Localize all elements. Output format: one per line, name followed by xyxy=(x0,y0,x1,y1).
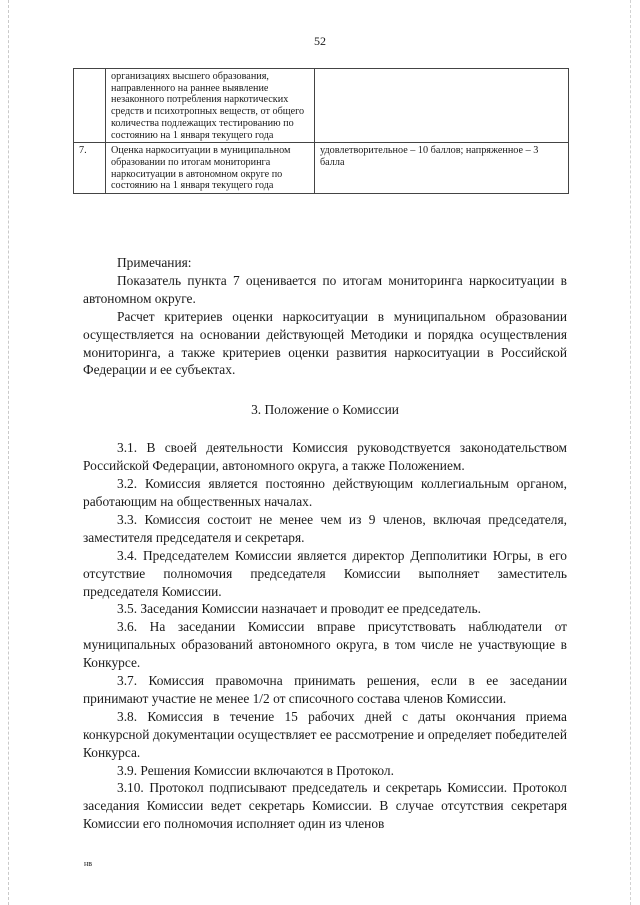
notes-heading: Примечания: xyxy=(117,255,192,270)
clause-paragraph: 3.7. Комиссия правомочна принимать решения, если в ее заседании принимают участие не менее 1/2 от списочного состава членов Комиссии. xyxy=(83,673,567,706)
row-number-cell xyxy=(74,69,106,143)
document-body xyxy=(83,254,567,833)
footer-initials: нв xyxy=(84,859,93,868)
page-number: 52 xyxy=(314,34,326,48)
clause-paragraph: 3.9. Решения Комиссии включаются в Протокол. xyxy=(117,762,394,778)
clause-paragraph: 3.8. Комиссия в течение 15 рабочих дней с даты окончания приема конкурсной документации осуществляет ее рассмотрение и определяет победителей Конкурса. xyxy=(83,708,567,760)
indicator-name-cell: организациях высшего образования, направленного на раннее выявление незаконного потребления наркотических средств и психотропных веществ, от общего количества подлежащих тестированию по состоянию на 1 января текущего года xyxy=(106,69,315,143)
notes-paragraph: Показатель пункта 7 оценивается по итогам мониторинга наркоситуации в автономном округе. xyxy=(83,272,567,306)
section-title: 3. Положение о Комиссии xyxy=(251,402,399,418)
clause-paragraph: 3.2. Комиссия является постоянно действующим коллегиальным органом, работающим на общественных началах. xyxy=(83,476,567,509)
indicator-name-cell: Оценка наркоситуации в муниципальном образовании по итогам мониторинга наркоситуации в автономном округе по состоянию на 1 января текущего года xyxy=(106,143,315,194)
clause-paragraph: 3.4. Председателем Комиссии является директор Депполитики Югры, в его отсутствие полномочия председателя Комиссии выполняет заместитель председателя Комиссии. xyxy=(83,547,567,599)
clause-paragraph: 3.10. Протокол подписывают председатель и секретарь Комиссии. Протокол заседания Комиссии ведет секретарь Комиссии. В случае отсутствия секретаря Комиссии его полномочия исполняет один из членов xyxy=(83,780,567,832)
clause-paragraph: 3.1. В своей деятельности Комиссия руководствуется законодательством Российской Федерации, автономного округа, а также Положением. xyxy=(83,440,567,474)
row-number-cell: 7. xyxy=(74,143,106,194)
scan-edge-left xyxy=(8,0,9,905)
clause-paragraph: 3.5. Заседания Комиссии назначает и проводит ее председатель. xyxy=(117,601,481,617)
table-row xyxy=(74,143,569,194)
criteria-table xyxy=(73,68,569,194)
notes-paragraph: Расчет критериев оценки наркоситуации в муниципальном образовании осуществляется на основании действующей Методики и порядка осуществления мониторинга, а также критериев оценки развития наркоситуации в Российской Федерации и ее субъектах. xyxy=(83,308,567,378)
score-cell: удовлетворительное – 10 баллов; напряженное – 3 балла xyxy=(315,143,569,194)
clause-paragraph: 3.3. Комиссия состоит не менее чем из 9 членов, включая председателя, заместителя председателя и секретаря. xyxy=(83,511,567,545)
table-row xyxy=(74,69,569,143)
score-cell xyxy=(315,69,569,143)
clause-paragraph: 3.6. На заседании Комиссии вправе присутствовать наблюдатели от муниципальных образований автономного округа, в том числе не участвующие в Конкурсе. xyxy=(83,619,567,671)
scan-edge-right xyxy=(630,0,631,905)
